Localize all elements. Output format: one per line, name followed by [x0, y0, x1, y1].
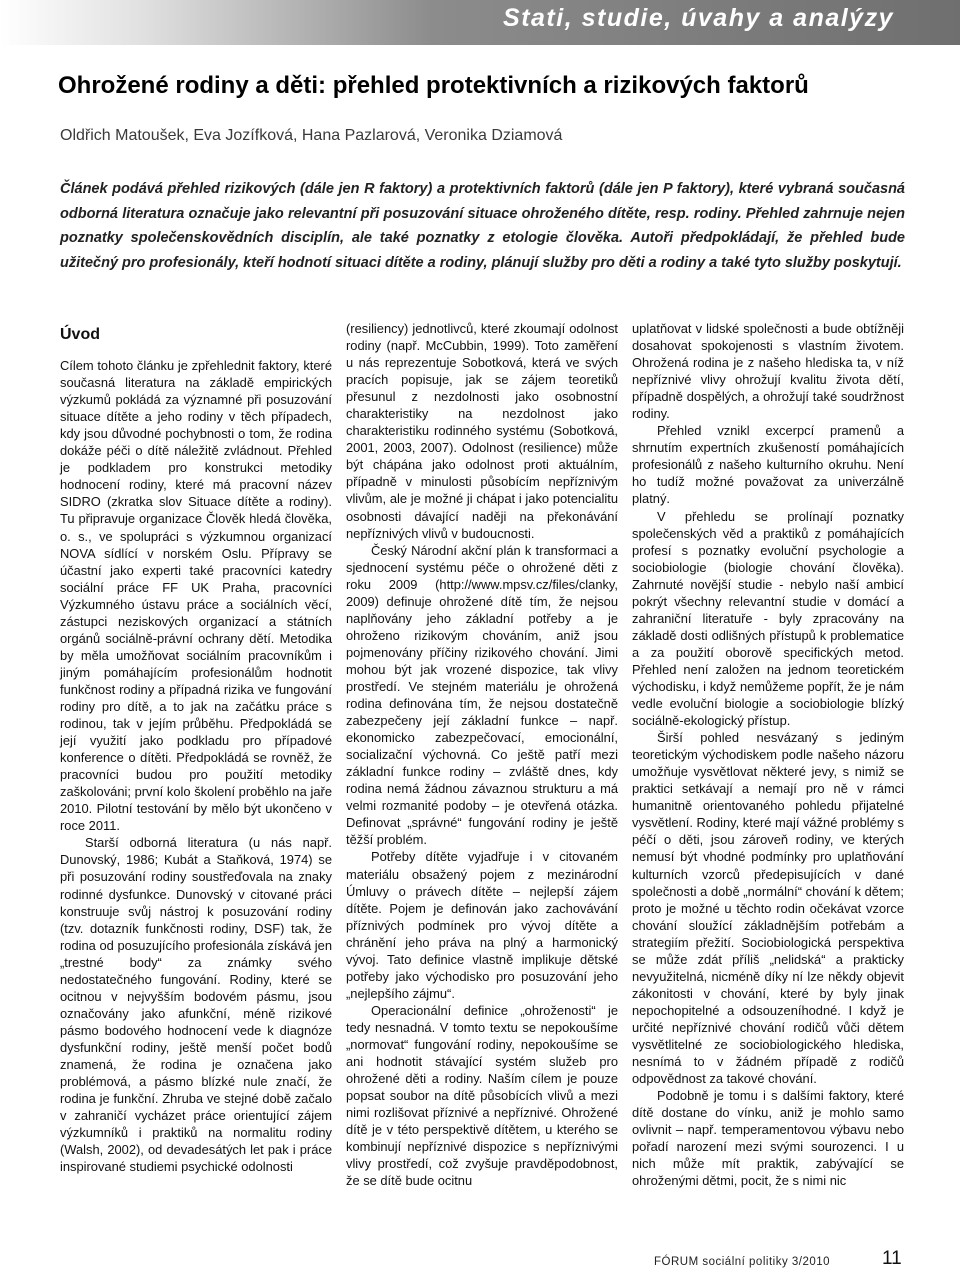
paragraph: Český Národní akční plán k transformaci a sjednocení systému péče o ohrožené děti z roku 2009 (http://www.mpsv.cz/files/clanky, 2009) definuje ohrožené dítě tím, že nejsou naplňovány jeho základní potřeby a je ohroženo rizikovým chováním, aniž jsou pojmenovány příčiny rizikového chování. Jimi mohou být jak vrozené dispozice, tak vlivy prostředí. Ve stejném materiálu je ohrožená rodina definována tím, že nejsou dostatečně zabezpečeny její základní funkce – např. ekonomicko zabezpečovací, emocionální, socializační výchovná. Co ještě patří mezi základní funkce rodiny – zvláště dnes, kdy rodina nemá žádnou závaznou strukturu a má velmi rozmanité podoby – je otevřená otázka. Definovat „správné“ fungování rodiny je ještě těžší problém. [346, 542, 618, 848]
paragraph: V přehledu se prolínají poznatky společenských věd a praktiků z pomáhajících profesí s poznatky evoluční psychologie a sociobiologie (biologie chování člověka). Zahrnuté novější studie - nebylo naší ambicí pokrýt všechny relevantní studie v domácí a zahraniční literatuře - byly zpracovány na základě dosti odlišných přístupů k problematice a za použití oborově specifických metod. Přehled není založen na jednom teoretickém východisku, i když nemůžeme popřít, že je nám vedle evoluční biologie a sociobiologie blízký sociálně-ekologický přístup. [632, 508, 904, 729]
footer-journal-name: FÓRUM sociální politiky 3/2010 [654, 1256, 831, 1268]
section-heading-uvod: Úvod [60, 326, 100, 343]
column-3 [632, 320, 904, 1189]
paragraph: uplatňovat v lidské společnosti a bude obtížněji dosahovat spokojenosti s vlastním životem. Ohrožená rodina je z našeho hlediska ta, v níž nepříznivé vlivy ohrožují kvalitu života dětí, případně dospělých, a ohrožují také soudržnost rodiny. [632, 321, 904, 422]
authors: Oldřich Matoušek, Eva Jozífková, Hana Pazlarová, Veronika Dziamová [60, 127, 563, 144]
article-title: Ohrožené rodiny a děti: přehled protektivních a rizikových faktorů [58, 72, 809, 99]
paragraph: Cílem tohoto článku je zpřehlednit faktory, které současná literatura na základě empirických výzkumů pokládá za významné při posuzování situace dítěte a jeho rodiny v těch případech, kdy jsou důvodné pochybnosti o tom, že rodina dokáže péči o dítě náležitě zvládnout. Přehled je podkladem pro konstrukci metodiky hodnocení rodiny, které má pracovní název SIDRO (zkratka slov Situace dítěte a rodiny). Tu připravuje organizace Člověk hledá člověka, o. s., ve spolupráci s výzkumnou organizací NOVA sídlící v norském Oslu. Přípravy se účastní jako experti také pracovníci katedry sociální práce FF UK Praha, pracovníci Výzkumného ústavu práce a sociálních věcí, zástupci neziskových organizací a státních orgánů sociálně-právní ochrany dětí. Metodika by měla umožňovat sociálním pracovníkům i jiným pomáhajícím profesionálům hodnotit funkčnost rodiny a případná rizika ve fungování rodiny pro dítě, a to jak na začátku práce s rodinou, tak v jejím průběhu. Předpokládá se její využití jako podkladu pro případové konference o dítěti. Předpokládá se rovněž, že pracovníci budou pro použití metodiky zaškolováni; první kolo školení proběhlo na jaře 2010. Pilotní testování by mělo být ukončeno v roce 2011. [60, 358, 332, 834]
column-2 [346, 320, 618, 1189]
paragraph: Operacionální definice „ohroženosti“ je tedy nesnadná. V tomto textu se nepokoušíme „normovat“ fungování rodiny, nepokoušíme se ani hodnotit stávající systém služeb pro ohrožené děti a rodiny. Naším cílem je pouze popsat soubor na dítě působících vlivů a mezi nimi rozlišovat příznivé a nepříznivé. Ohrožené dítě je v této perspektivě dítětem, u kterého se kombinují nepříznivé dispozice s nepříznivými vlivy prostředí, což zvyšuje pravděpodobnost, že se dítě bude ocitnu [346, 1002, 618, 1189]
paragraph: Podobně je tomu i s dalšími faktory, které dítě dostane do vínku, aniž je mohlo samo ovlivnit – např. temperamentovou výbavu nebo pořadí narození mezi svými sourozenci. I u nich může mít praktik, zabývající se ohroženými dětmi, pocit, že s nimi nic [632, 1088, 904, 1189]
header-band [0, 0, 960, 45]
paragraph: Širší pohled nesvázaný s jediným teoretickým východiskem podle našeho názoru umožňuje vysvětlovat některé jevy, s nimiž se praktici setkávají a nemají pro ně v rámci humanitně orientovaného pohledu přijatelné vysvětlení. Rodiny, které mají vážné problémy s péčí o děti, jsou zároveň rodiny, ve kterých nemusí být vhodné podmínky pro uplatňování kulturních vzorců předepisujících v dané společnosti a době „normální“ chování k dětem; proto je možné u těchto rodin očekávat vzorce chování sloužící základnějším potřebám a strategiím přežití. Sociobiologická perspektiva se může zdát příliš „nelidská“ a prakticky nevyužitelná, nicméně díky ní lze někdy objevit zákonitosti v chování, které by byly jinak nepochopitelné a odsouzeníhodné. I když je určité nepříznivé chování rodičů vůči dětem vysvětlitelné ze sociobiologického hlediska, nesnímá to v žádném případě z rodičů odpovědnost za takové chování. [632, 730, 905, 1087]
paragraph: Starší odborná literatura (u nás např. Dunovský, 1986; Kubát a Staňková, 1974) se při posuzování rodiny soustřeďovala na znaky rodinné dysfunkce. Dunovský v citované práci konstruuje svůj nástroj k posuzování rodiny (tzv. dotazník funkčnosti rodiny, DSF) tak, že rodina od posuzujícího profesionála získává jen „trestné body“ za známky svého nedostatečného fungování. Rodiny, které se ocitnou v nejvyšším bodovém pásmu, jsou označovány jako afunkční, méně rizikové pásmo bodového hodnocení vede k diagnóze dysfunkční rodiny, ještě menší počet bodů znamená, že rodina je označena jako problémová, a pásmo blízké nule značí, že rodina je funkční. Zhruba ve stejné době začalo v zahraničí vycházet práce orientující zájem výzkumníků i praktiků na normalitu rodiny (Walsh, 2002), od devadesátých let pak i práce inspirované studiemi psychické odolnosti [60, 835, 332, 1175]
paragraph: Potřeby dítěte vyjadřuje i v citovaném materiálu obsažený pojem z mezinárodní Úmluvy o právech dítěte – nejlepší zájem dítěte. Pojem je definován jako zachovávání příznivých podmínek pro vývoj dítěte a chránění jeho práva na plný a harmonický vývoj. Tato definice vlastně implikuje dětské potřeby jako východisko pro posuzování jeho „nejlepšího zájmu“. [346, 849, 618, 1001]
page-number: 11 [882, 1248, 902, 1269]
paragraph: Přehled vznikl excerpcí pramenů a shrnutím expertních zkušeností pomáhajících profesionálů z našeho kulturního okruhu. Není ho tudíž možné považovat za univerzálně platný. [632, 423, 904, 507]
paragraph: (resiliency) jednotlivců, které zkoumají odolnost rodiny (např. McCubbin, 1999). Toto zaměření u nás reprezentuje Sobotková, která ve svých pracích popisuje, jak se zájem teoretiků přesunul z nezdolnosti jako osobnostní charakteristiky na nezdolnost jako charakteristiku rodinného systému (Sobotková, 2001, 2003, 2007). Odolnost (resilience) může být chápána jako odolnost proti aktuálním, případně v minulosti působícím nepříznivým vlivům, ale je možné ji chápat i jako potencialitu osobnosti dávající naději na překonávání nepříznivých vlivů v budoucnosti. [346, 321, 618, 541]
section-title: Stati, studie, úvahy a analýzy [503, 4, 894, 32]
column-1 [60, 320, 332, 1175]
abstract: Článek podává přehled rizikových (dále jen R faktory) a protektivních faktorů (dále jen P faktory), které vybraná současná odborná literatura označuje jako relevantní při posuzování situace ohroženého dítěte, resp. rodiny. Přehled zahrnuje nejen poznatky společenskovědních disciplín, ale také poznatky z etologie člověka. Autoři předpokládají, že přehled bude užitečný pro profesionály, kteří hodnotí situaci dítěte a rodiny, plánují služby pro děti a rodiny a také tyto služby poskytují. [60, 181, 905, 271]
